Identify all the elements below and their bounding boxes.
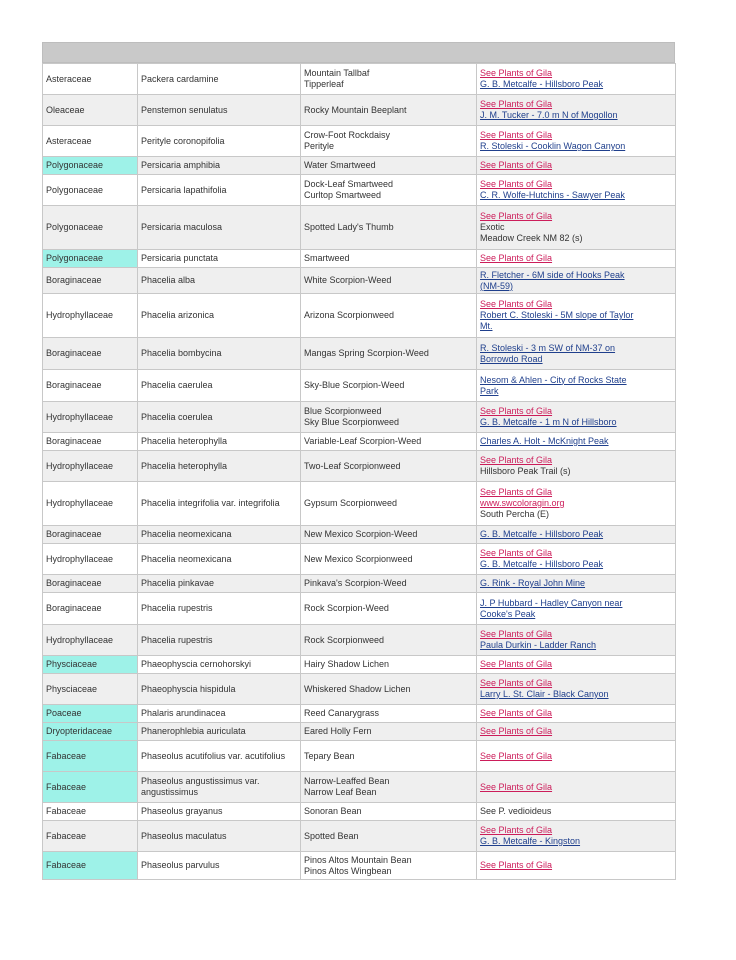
table-row <box>43 705 676 723</box>
reference-cell <box>477 370 676 402</box>
specimen-link[interactable]: R. Stoleski - Cooklin Wagon Canyon <box>480 141 626 151</box>
family-cell: Oleaceae <box>43 95 138 126</box>
specimen-link[interactable]: G. Rink - Royal John Mine <box>480 578 586 588</box>
common-name: Dock-Leaf Smartweed <box>304 179 394 189</box>
common-name: Pinos Altos Mountain Bean <box>304 854 412 865</box>
common-name-cell <box>301 451 477 482</box>
reference-cell <box>477 451 676 482</box>
common-name-cell <box>301 250 477 268</box>
table-row <box>43 268 676 294</box>
table-row <box>43 175 676 206</box>
common-name: Tipperleaf <box>304 79 344 89</box>
table-row <box>43 593 676 625</box>
common-name-cell <box>301 95 477 126</box>
reference-cell <box>477 175 676 206</box>
common-name: Pinos Altos Wingbean <box>304 865 392 876</box>
scientific-name-cell: Phacelia neomexicana <box>138 526 301 544</box>
reference-note: Exotic <box>480 222 505 232</box>
plants-of-gila-link[interactable]: See Plants of Gila <box>480 750 553 761</box>
family-cell: Asteraceae <box>43 126 138 157</box>
scientific-name-cell: Phacelia heterophylla <box>138 433 301 451</box>
reference-cell <box>477 206 676 250</box>
common-name-cell <box>301 338 477 370</box>
plants-of-gila-link[interactable]: See Plants of Gila <box>480 406 553 416</box>
scientific-name-cell: Phaseolus acutifolius var. acutifolius <box>138 741 301 772</box>
reference-cell <box>477 575 676 593</box>
table-row <box>43 741 676 772</box>
common-name-cell <box>301 544 477 575</box>
family-cell: Fabaceae <box>43 772 138 803</box>
common-name-cell <box>301 126 477 157</box>
common-name: Tepary Bean <box>304 750 355 761</box>
reference-cell <box>477 544 676 575</box>
plants-of-gila-link[interactable]: See Plants of Gila <box>480 160 553 170</box>
scientific-name-cell: Phaeophyscia cernohorskyi <box>138 656 301 674</box>
table-row <box>43 206 676 250</box>
common-name: White Scorpion-Weed <box>304 275 392 285</box>
table-row <box>43 852 676 880</box>
common-name: Perityle <box>304 141 335 151</box>
plants-of-gila-link[interactable]: See Plants of Gila <box>480 708 553 718</box>
reference-cell <box>477 95 676 126</box>
scientific-name-cell: Phaseolus grayanus <box>138 803 301 821</box>
common-name: Eared Holly Fern <box>304 726 372 736</box>
common-name-cell <box>301 402 477 433</box>
common-name: Rocky Mountain Beeplant <box>304 104 407 115</box>
reference-cell <box>477 705 676 723</box>
specimen-link[interactable]: Park <box>480 385 499 396</box>
family-cell: Poaceae <box>43 705 138 723</box>
table-row <box>43 370 676 402</box>
scientific-name-cell: Penstemon senulatus <box>138 95 301 126</box>
plants-of-gila-link[interactable]: See Plants of Gila <box>480 860 553 870</box>
reference-cell <box>477 741 676 772</box>
common-name-cell <box>301 206 477 250</box>
reference-cell <box>477 294 676 338</box>
table-row <box>43 64 676 95</box>
table-row <box>43 433 676 451</box>
scientific-name-cell: Phacelia caerulea <box>138 370 301 402</box>
reference-cell <box>477 433 676 451</box>
common-name-cell <box>301 772 477 803</box>
specimen-link[interactable]: G. B. Metcalfe - Hillsboro Peak <box>480 529 604 539</box>
common-name: Two-Leaf Scorpionweed <box>304 460 401 471</box>
reference-cell <box>477 157 676 175</box>
reference-note: South Percha (E) <box>480 509 550 519</box>
reference-cell <box>477 268 676 294</box>
family-cell: Boraginaceae <box>43 268 138 294</box>
plants-of-gila-link[interactable]: See Plants of Gila <box>480 68 553 78</box>
plants-of-gila-link[interactable]: See Plants of Gila <box>480 130 553 140</box>
reference-cell <box>477 593 676 625</box>
reference-cell <box>477 482 676 526</box>
reference-cell <box>477 723 676 741</box>
table-header-bar <box>42 42 675 63</box>
family-cell: Asteraceae <box>43 64 138 95</box>
plants-of-gila-link[interactable]: See Plants of Gila <box>480 487 553 497</box>
common-name-cell <box>301 674 477 705</box>
family-cell: Hydrophyllaceae <box>43 625 138 656</box>
scientific-name-cell: Phaseolus angustissimus var. angustissimus <box>138 772 301 803</box>
family-cell: Polygonaceae <box>43 206 138 250</box>
table-row <box>43 402 676 433</box>
family-cell: Boraginaceae <box>43 575 138 593</box>
specimen-link[interactable]: Cooke's Peak <box>480 608 536 619</box>
common-name-cell <box>301 593 477 625</box>
family-cell: Fabaceae <box>43 852 138 880</box>
common-name: Gypsum Scorpionweed <box>304 498 398 508</box>
specimen-link[interactable]: G. B. Metcalfe - Hillsboro Peak <box>480 559 604 569</box>
reference-cell <box>477 656 676 674</box>
reference-cell <box>477 402 676 433</box>
reference-cell <box>477 674 676 705</box>
family-cell: Fabaceae <box>43 821 138 852</box>
common-name: Crow-Foot Rockdaisy <box>304 130 391 140</box>
table-row <box>43 674 676 705</box>
family-cell: Fabaceae <box>43 803 138 821</box>
scientific-name-cell: Phanerophlebia auriculata <box>138 723 301 741</box>
specimen-link[interactable]: R. Stoleski - 3 m SW of NM-37 on <box>480 342 616 353</box>
common-name: Rock Scorpionweed <box>304 634 385 645</box>
plants-of-gila-link[interactable]: See Plants of Gila <box>480 825 553 835</box>
reference-cell <box>477 625 676 656</box>
table-row <box>43 95 676 126</box>
reference-cell <box>477 803 676 821</box>
specimen-link[interactable]: J. M. Tucker - 7.0 m N of Mogollon <box>480 110 618 120</box>
common-name-cell <box>301 526 477 544</box>
scientific-name-cell: Perityle coronopifolia <box>138 126 301 157</box>
plants-of-gila-link[interactable]: See Plants of Gila <box>480 211 553 221</box>
table-row <box>43 656 676 674</box>
scientific-name-cell: Phacelia pinkavae <box>138 575 301 593</box>
reference-note: See P. vedioideus <box>480 806 552 816</box>
specimen-link[interactable]: Nesom & Ahlen - City of Rocks State <box>480 374 627 385</box>
common-name: Reed Canarygrass <box>304 708 380 718</box>
family-cell: Hydrophyllaceae <box>43 294 138 338</box>
reference-cell <box>477 821 676 852</box>
table-row <box>43 482 676 526</box>
common-name: Smartweed <box>304 253 350 263</box>
specimen-link[interactable]: Robert C. Stoleski - 5M slope of Taylor <box>480 310 634 320</box>
reference-cell <box>477 64 676 95</box>
common-name-cell <box>301 175 477 206</box>
plants-of-gila-link[interactable]: www.swcoloragin.org <box>480 498 565 508</box>
common-name: New Mexico Scorpion-Weed <box>304 529 418 539</box>
species-sheet <box>42 42 675 880</box>
reference-cell <box>477 852 676 880</box>
specimen-link[interactable]: Paula Durkin - Ladder Ranch <box>480 640 597 650</box>
table-row <box>43 575 676 593</box>
plants-of-gila-link[interactable]: See Plants of Gila <box>480 455 553 465</box>
family-cell: Boraginaceae <box>43 526 138 544</box>
common-name: Narrow-Leaffed Bean <box>304 776 390 786</box>
specimen-link[interactable]: Mt. <box>480 321 493 331</box>
table-row <box>43 723 676 741</box>
specimen-link[interactable]: Larry L. St. Clair - Black Canyon <box>480 689 609 699</box>
scientific-name-cell: Phacelia rupestris <box>138 593 301 625</box>
reference-cell <box>477 338 676 370</box>
common-name: Variable-Leaf Scorpion-Weed <box>304 436 422 446</box>
common-name-cell <box>301 294 477 338</box>
common-name: Whiskered Shadow Lichen <box>304 683 411 694</box>
family-cell: Polygonaceae <box>43 157 138 175</box>
scientific-name-cell: Phacelia coerulea <box>138 402 301 433</box>
scientific-name-cell: Persicaria amphibia <box>138 157 301 175</box>
table-row <box>43 803 676 821</box>
family-cell: Hydrophyllaceae <box>43 402 138 433</box>
family-cell: Boraginaceae <box>43 593 138 625</box>
common-name-cell <box>301 64 477 95</box>
scientific-name-cell: Packera cardamine <box>138 64 301 95</box>
specimen-link[interactable]: R. Fletcher - 6M side of Hooks Peak <box>480 269 625 280</box>
scientific-name-cell: Phacelia integrifolia var. integrifolia <box>138 482 301 526</box>
common-name: Pinkava's Scorpion-Weed <box>304 578 407 588</box>
table-row <box>43 157 676 175</box>
scientific-name-cell: Phaeophyscia hispidula <box>138 674 301 705</box>
table-row <box>43 772 676 803</box>
specimen-link[interactable]: G. B. Metcalfe - 1 m N of Hillsboro <box>480 417 617 427</box>
table-row <box>43 294 676 338</box>
scientific-name-cell: Phaseolus maculatus <box>138 821 301 852</box>
scientific-name-cell: Phalaris arundinacea <box>138 705 301 723</box>
common-name-cell <box>301 723 477 741</box>
table-row <box>43 126 676 157</box>
family-cell: Boraginaceae <box>43 338 138 370</box>
common-name: Spotted Lady's Thumb <box>304 222 394 232</box>
scientific-name-cell: Phacelia heterophylla <box>138 451 301 482</box>
specimen-link[interactable]: Borrowdo Road <box>480 353 543 364</box>
specimen-link[interactable]: G. B. Metcalfe - Kingston <box>480 836 581 846</box>
common-name-cell <box>301 821 477 852</box>
common-name: Water Smartweed <box>304 160 376 170</box>
scientific-name-cell: Phacelia arizonica <box>138 294 301 338</box>
family-cell: Boraginaceae <box>43 370 138 402</box>
common-name-cell <box>301 370 477 402</box>
common-name-cell <box>301 705 477 723</box>
common-name-cell <box>301 575 477 593</box>
table-row <box>43 526 676 544</box>
plants-of-gila-link[interactable]: See Plants of Gila <box>480 548 553 558</box>
plants-of-gila-link[interactable]: See Plants of Gila <box>480 678 553 688</box>
reference-cell <box>477 126 676 157</box>
plants-of-gila-link[interactable]: See Plants of Gila <box>480 299 553 309</box>
specimen-link[interactable]: Charles A. Holt - McKnight Peak <box>480 436 609 446</box>
common-name-cell <box>301 656 477 674</box>
common-name: Curltop Smartweed <box>304 190 382 200</box>
scientific-name-cell: Phacelia alba <box>138 268 301 294</box>
common-name: New Mexico Scorpionweed <box>304 553 413 564</box>
common-name: Mountain Tallbaf <box>304 68 370 78</box>
common-name-cell <box>301 157 477 175</box>
common-name-cell <box>301 625 477 656</box>
specimen-link[interactable]: J. P Hubbard - Hadley Canyon near <box>480 597 623 608</box>
species-table <box>42 63 676 880</box>
plants-of-gila-link[interactable]: See Plants of Gila <box>480 781 553 792</box>
family-cell: Hydrophyllaceae <box>43 544 138 575</box>
specimen-link[interactable]: G. B. Metcalfe - Hillsboro Peak <box>480 79 604 89</box>
common-name: Blue Scorpionweed <box>304 406 382 416</box>
specimen-link[interactable]: (NM-59) <box>480 280 513 291</box>
plants-of-gila-link[interactable]: See Plants of Gila <box>480 629 553 639</box>
common-name: Arizona Scorpionweed <box>304 310 395 320</box>
family-cell: Hydrophyllaceae <box>43 482 138 526</box>
common-name-cell <box>301 433 477 451</box>
family-cell: Polygonaceae <box>43 250 138 268</box>
common-name: Sonoran Bean <box>304 806 362 816</box>
reference-cell <box>477 250 676 268</box>
scientific-name-cell: Persicaria maculosa <box>138 206 301 250</box>
reference-note: Hillsboro Peak Trail (s) <box>480 466 571 476</box>
common-name-cell <box>301 741 477 772</box>
scientific-name-cell: Phacelia rupestris <box>138 625 301 656</box>
family-cell: Physciaceae <box>43 656 138 674</box>
common-name: Hairy Shadow Lichen <box>304 659 390 669</box>
common-name: Rock Scorpion-Weed <box>304 603 389 613</box>
common-name: Sky-Blue Scorpion-Weed <box>304 380 405 390</box>
table-row <box>43 625 676 656</box>
common-name: Sky Blue Scorpionweed <box>304 417 400 427</box>
scientific-name-cell: Phaseolus parvulus <box>138 852 301 880</box>
family-cell: Hydrophyllaceae <box>43 451 138 482</box>
scientific-name-cell: Phacelia neomexicana <box>138 544 301 575</box>
table-row <box>43 821 676 852</box>
scientific-name-cell: Persicaria lapathifolia <box>138 175 301 206</box>
family-cell: Fabaceae <box>43 741 138 772</box>
scientific-name-cell: Phacelia bombycina <box>138 338 301 370</box>
plants-of-gila-link[interactable]: See Plants of Gila <box>480 179 553 189</box>
reference-note: Meadow Creek NM 82 (s) <box>480 233 583 243</box>
common-name-cell <box>301 268 477 294</box>
common-name: Mangas Spring Scorpion-Weed <box>304 348 429 358</box>
family-cell: Dryopteridaceae <box>43 723 138 741</box>
plants-of-gila-link[interactable]: See Plants of Gila <box>480 99 553 109</box>
common-name-cell <box>301 852 477 880</box>
common-name-cell <box>301 482 477 526</box>
plants-of-gila-link[interactable]: See Plants of Gila <box>480 659 553 669</box>
family-cell: Boraginaceae <box>43 433 138 451</box>
common-name-cell <box>301 803 477 821</box>
reference-cell <box>477 526 676 544</box>
family-cell: Polygonaceae <box>43 175 138 206</box>
reference-cell <box>477 772 676 803</box>
common-name: Spotted Bean <box>304 830 359 841</box>
specimen-link[interactable]: C. R. Wolfe-Hutchins - Sawyer Peak <box>480 190 625 200</box>
table-row <box>43 338 676 370</box>
family-cell: Physciaceae <box>43 674 138 705</box>
plants-of-gila-link[interactable]: See Plants of Gila <box>480 726 553 736</box>
table-row <box>43 250 676 268</box>
table-row <box>43 451 676 482</box>
scientific-name-cell: Persicaria punctata <box>138 250 301 268</box>
table-row <box>43 544 676 575</box>
common-name: Narrow Leaf Bean <box>304 787 377 797</box>
plants-of-gila-link[interactable]: See Plants of Gila <box>480 253 553 263</box>
